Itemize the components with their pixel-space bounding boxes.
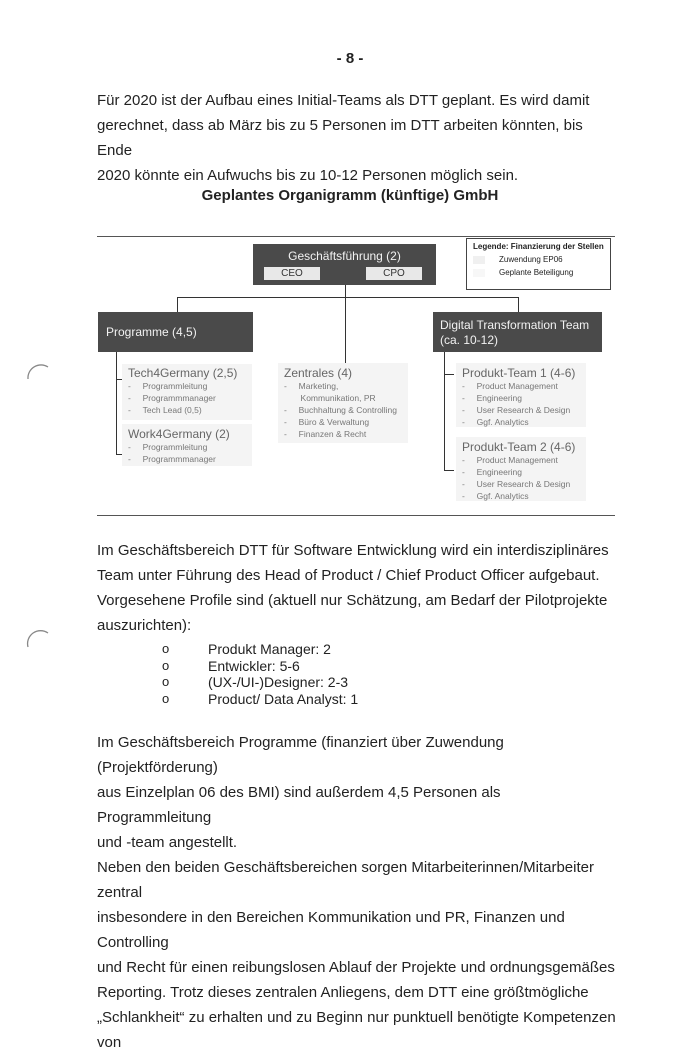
connector-line [444, 352, 445, 470]
body-line: „Schlankheit“ zu erhalten und zu Beginn nur punktuell benötigte Kompetenzen von [97, 1009, 616, 1051]
central-item: - Marketing, [284, 381, 339, 391]
legend-item [473, 255, 610, 264]
dtt-box [433, 312, 602, 352]
org-chart-heading: Geplantes Organigramm (künftige) GmbH [201, 187, 499, 204]
dtt-title: Digital Transformation Team [440, 318, 590, 332]
legend-item-label: Zuwendung EP06 [499, 255, 563, 264]
tech4germany-title: Tech4Germany (2,5) [128, 366, 238, 380]
body-line: und Recht für einen reibungslosen Ablauf der Projekte und ordnungsgemäßes [97, 959, 615, 976]
product-team-1-item: - Product Management [462, 381, 558, 391]
legend-title-row [473, 242, 610, 251]
profile-item: o (UX-/UI-)Designer: 2-3 [162, 674, 358, 691]
profile-item: o Produkt Manager: 2 [162, 641, 358, 658]
profile-item: o Entwickler: 5-6 [162, 658, 358, 675]
central-title: Zentrales (4) [284, 366, 353, 380]
tech4germany-item: - Programmleitung [128, 381, 208, 391]
legend-item [473, 268, 610, 277]
management-title: Geschäftsführung (2) [288, 249, 401, 263]
programme-box: Programme (4,5) [98, 312, 253, 352]
work4germany-item: - Programmmanager [128, 454, 216, 464]
body-line: und -team angestellt. [97, 834, 238, 851]
body-line: Team unter Führung des Head of Product / Chief Product Officer aufgebaut. [97, 567, 600, 584]
tech4germany-item: - Tech Lead (0,5) [128, 405, 202, 415]
cpo-box: CPO [366, 267, 422, 280]
central-item: Kommunikation, PR [300, 393, 376, 403]
product-team-2-box [456, 437, 586, 501]
connector-line [444, 374, 454, 375]
legend-title: Finanzierung der Stellen [510, 242, 604, 251]
product-team-1-box [456, 363, 586, 427]
central-item: - Büro & Verwaltung [284, 417, 370, 427]
product-team-1-item: - Ggf. Analytics [462, 417, 529, 427]
product-team-2-item: - Product Management [462, 455, 558, 465]
dtt-paragraph [97, 538, 617, 638]
product-team-2-item: - Engineering [462, 467, 523, 477]
legend-swatch [473, 256, 485, 264]
product-team-1-item: - Engineering [462, 393, 523, 403]
connector-line [345, 283, 346, 363]
connector-line [518, 297, 519, 312]
tech4germany-box [122, 364, 252, 420]
body-line: Im Geschäftsbereich Programme (finanziert über Zuwendung (Projektförderung) [97, 734, 504, 776]
connector-line [444, 470, 454, 471]
legend-box [466, 238, 611, 290]
legend-label: Legende: [473, 242, 509, 251]
profile-item: o Product/ Data Analyst: 1 [162, 691, 358, 708]
intro-line: gerechnet, dass ab März bis zu 5 Personen im DTT arbeiten könnten, bis Ende [97, 117, 583, 159]
intro-line: 2020 könnte ein Aufwuchs bis zu 10-12 Personen möglich sein. [97, 167, 519, 184]
connector-line [116, 352, 117, 454]
product-team-2-item: - Ggf. Analytics [462, 491, 529, 501]
legend-swatch [473, 269, 485, 277]
org-chart [0, 0, 700, 520]
body-line: Vorgesehene Profile sind (aktuell nur Schätzung, am Bedarf der Pilotprojekte [97, 592, 608, 609]
connector-line [177, 297, 519, 298]
management-box [253, 244, 436, 285]
work4germany-item: - Programmleitung [128, 442, 208, 452]
work4germany-title: Work4Germany (2) [128, 427, 230, 441]
body-line: Im Geschäftsbereich DTT für Software Entwicklung wird ein interdisziplinäres [97, 542, 609, 559]
tech4germany-item: - Programmmanager [128, 393, 216, 403]
central-box [278, 363, 408, 443]
body-line: insbesondere in den Bereichen Kommunikation und PR, Finanzen und Controlling [97, 909, 565, 951]
programme-paragraph [97, 730, 617, 1055]
work4germany-box [122, 424, 252, 466]
body-line: aus Einzelplan 06 des BMI) sind außerdem 4,5 Personen als Programmleitung [97, 784, 501, 826]
product-team-1-title: Produkt-Team 1 (4-6) [462, 366, 576, 380]
legend-item-label: Geplante Beteiligung [499, 268, 574, 277]
body-line: Reporting. Trotz dieses zentralen Anliegens, dem DTT eine größtmögliche [97, 984, 589, 1001]
central-item: - Finanzen & Recht [284, 429, 367, 439]
page-number: - 8 - [336, 50, 364, 67]
product-team-1-item: - User Research & Design [462, 405, 571, 415]
central-item: - Buchhaltung & Controlling [284, 405, 397, 415]
body-line: Neben den beiden Geschäftsbereichen sorgen Mitarbeiterinnen/Mitarbeiter zentral [97, 859, 594, 901]
connector-line [177, 297, 178, 312]
profiles-list [162, 641, 358, 707]
body-line: auszurichten): [97, 617, 192, 634]
ceo-box: CEO [264, 267, 320, 280]
product-team-2-item: - User Research & Design [462, 479, 571, 489]
product-team-2-title: Produkt-Team 2 (4-6) [462, 440, 576, 454]
dtt-size: (ca. 10-12) [440, 333, 499, 347]
intro-line: Für 2020 ist der Aufbau eines Initial-Teams als DTT geplant. Es wird damit [97, 92, 590, 109]
